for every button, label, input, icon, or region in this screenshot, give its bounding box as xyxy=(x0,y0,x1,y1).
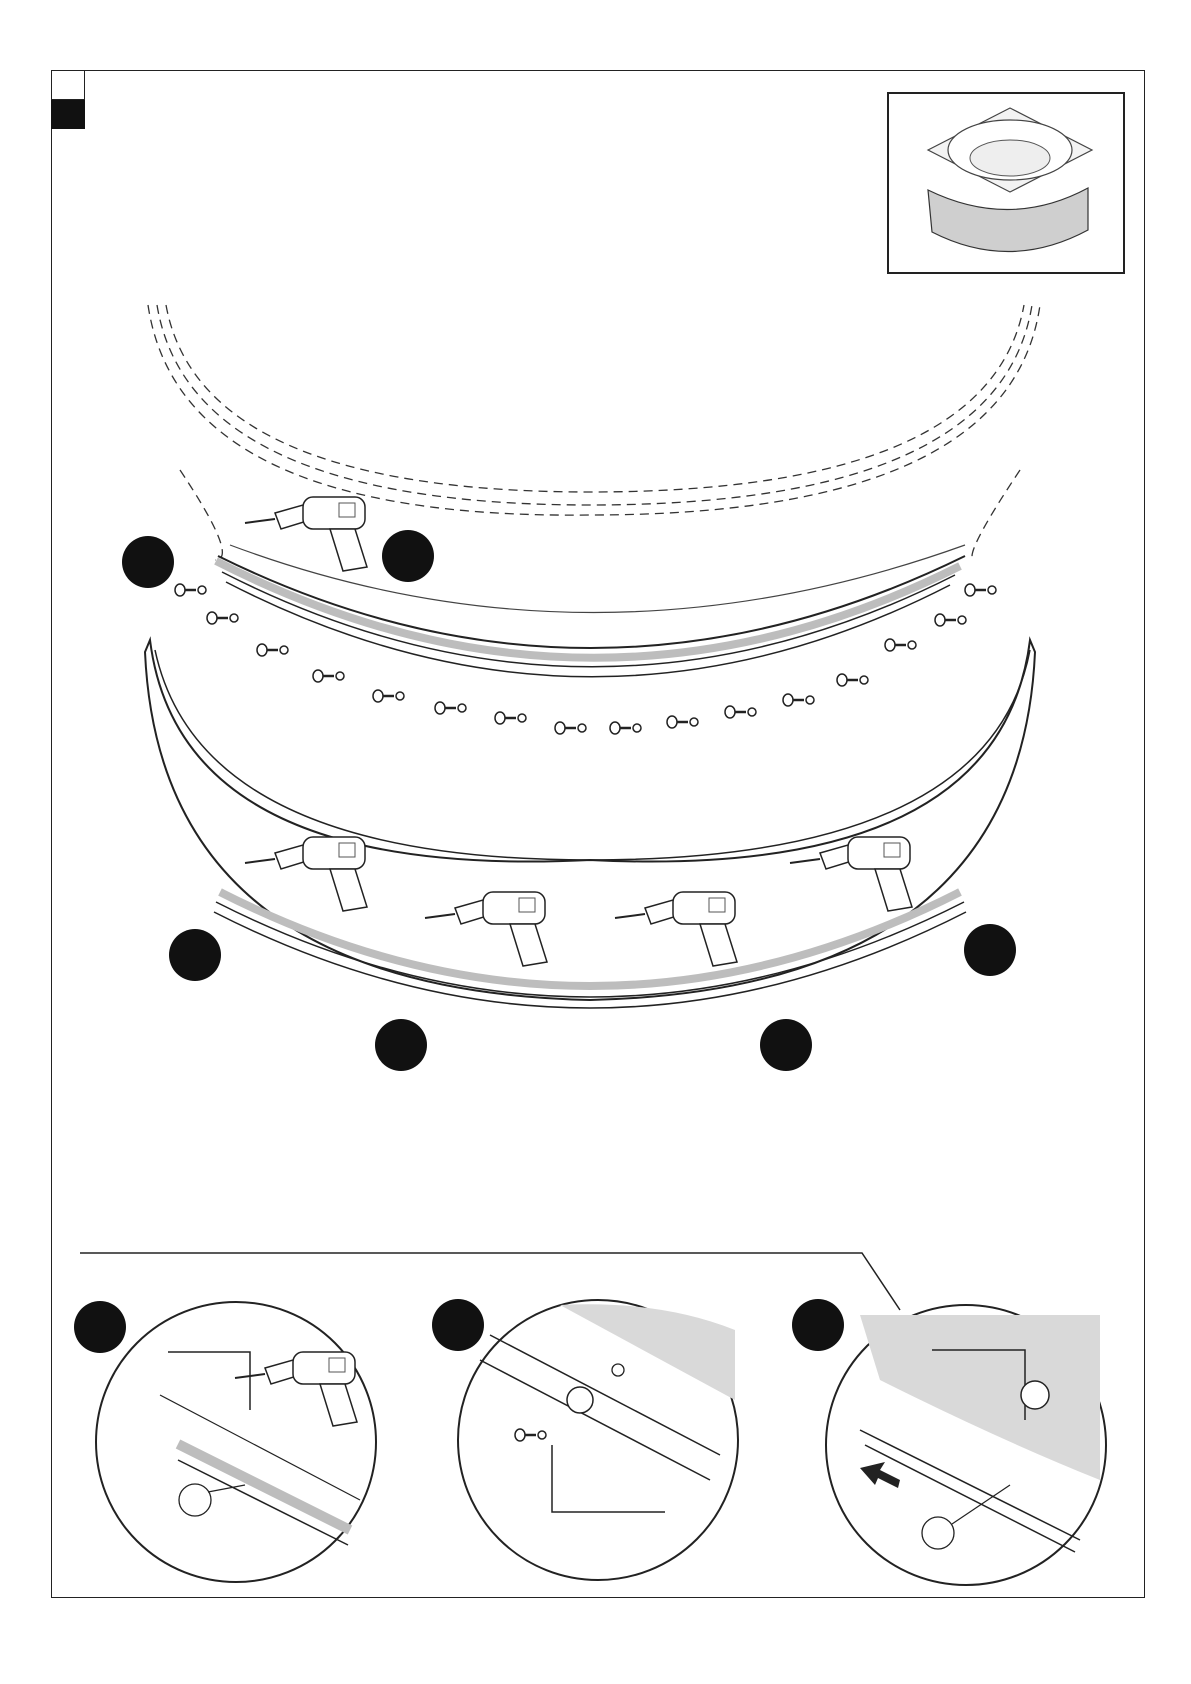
callout-marker xyxy=(382,530,434,582)
callout-marker xyxy=(760,1019,812,1071)
overview-inset xyxy=(888,93,1124,273)
callout-marker xyxy=(375,1019,427,1071)
upper-strip xyxy=(216,545,965,677)
detail-view-sealing xyxy=(792,1299,1106,1585)
callout-marker xyxy=(964,924,1016,976)
detail-divider xyxy=(80,1253,900,1310)
callout-marker xyxy=(169,929,221,981)
detail-view-fixing xyxy=(432,1299,738,1580)
front-panel xyxy=(145,640,1035,1008)
drill-icon xyxy=(245,497,367,571)
detail-view-drilling xyxy=(74,1301,376,1582)
callout-marker xyxy=(122,536,174,588)
